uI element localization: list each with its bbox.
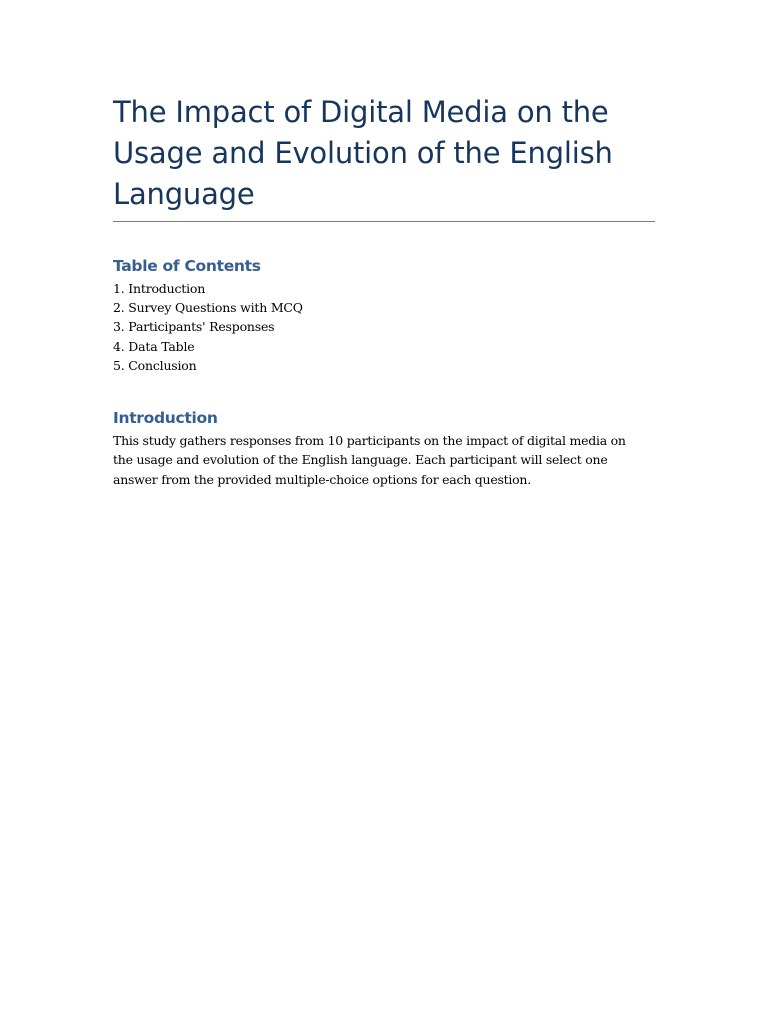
- toc-item-introduction: 1. Introduction: [113, 281, 206, 296]
- toc-item-conclusion: 5. Conclusion: [113, 357, 197, 373]
- toc-heading: Table of Contents: [113, 257, 261, 275]
- toc-list: [113, 279, 655, 375]
- introduction-paragraph: This study gathers responses from 10 participants on the impact of digital media on the usage and evolution of the English language. Each participant will select one answer from the provided multiple-choice options for each question.: [113, 433, 626, 487]
- introduction-heading: Introduction: [113, 409, 218, 428]
- document-title: The Impact of Digital Media on the Usage and Evolution of the English Language: [113, 95, 613, 211]
- toc-item-participants-responses: 3. Participants' Responses: [113, 319, 275, 335]
- title-underline: [113, 221, 655, 222]
- document-content: [113, 92, 655, 489]
- toc-item-survey-questions: 2. Survey Questions with MCQ: [113, 300, 303, 316]
- toc-item-data-table: 4. Data Table: [113, 338, 195, 354]
